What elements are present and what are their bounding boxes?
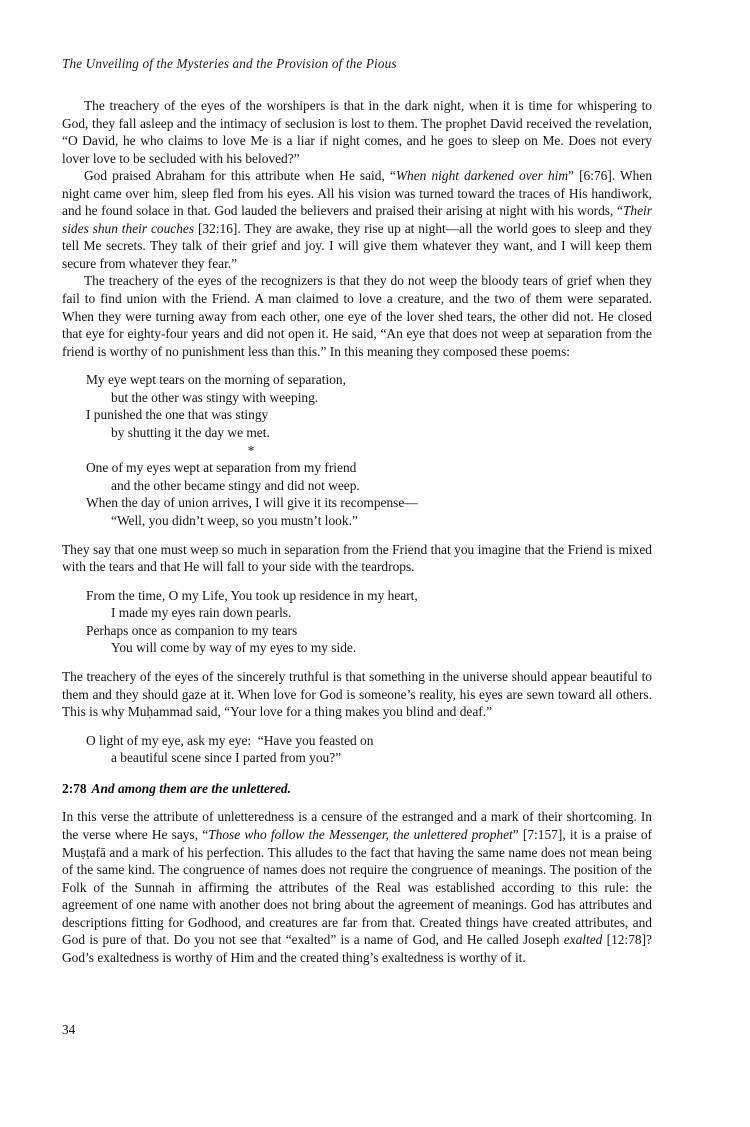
poem-line: but the other was stingy with weeping. — [111, 389, 319, 405]
verse-heading — [62, 780, 652, 798]
spacer — [62, 657, 652, 668]
poem-line: a beautiful scene since I parted from you?” — [111, 750, 342, 766]
spacer — [62, 360, 652, 371]
body-column — [62, 97, 652, 966]
poem-line: From the time, O my Life, You took up residence in my heart, — [86, 587, 418, 603]
verse-number: 2:78 — [62, 780, 87, 796]
paragraph-unletteredness — [62, 808, 652, 966]
paragraph-sincerely-truthful: The treachery of the eyes of the sincerely truthful is that something in the universe should appear beautiful to them and they should gaze at it. When love for God is someone’s reality, his eyes are sewn toward all others. This is why Muḥammad said, “Your love for a thing makes you blind and deaf.” — [62, 669, 652, 720]
paragraph-worshipers: The treachery of the eyes of the worshipers is that in the dark night, when it is time for whispering to God, they fall asleep and the intimacy of seclusion is lost to them. The prophet David received the revelation, “O David, he who claims to love Me is a liar if night comes, and he goes to sleep on Me. Does not every lover love to be secluded with his beloved?” — [62, 98, 652, 166]
poem-line: O light of my eye, ask my eye: “Have you feasted on — [86, 732, 374, 748]
poem-line: When the day of union arrives, I will give it its recompense— — [86, 495, 418, 511]
poem-first — [62, 371, 652, 529]
spacer — [62, 576, 652, 587]
spacer — [62, 797, 652, 808]
paragraph-abraham — [62, 167, 652, 272]
quran-quote-12-78: exalted — [563, 932, 603, 948]
text-run: ” [6:76]. When night came over him, sleep fled from his eyes. All his vision was turned toward the traces of His handiwork, and he found solace in that. God lauded the believers and praised their arising at night with his words, “ — [62, 168, 653, 219]
paragraph-recognizers: The treachery of the eyes of the recognizers is that they do not weep the bloody tears of grief when they fail to find union with the Friend. A man claimed to love a creature, and the two of them were separated. When they were turning away from each other, one eye of the lover shed tears, the other did not. He closed that eye for eighty-four years and did not open it. He said, “An eye that does not weep at separation from the friend is worthy of no punishment less than this.” In this meaning they composed these poems: — [62, 273, 652, 359]
poem-light-of-my-eye — [62, 732, 652, 767]
poem-line: My eye wept tears on the morning of separation, — [86, 372, 346, 388]
poem-line: “Well, you didn’t weep, so you mustn’t look.” — [111, 512, 358, 528]
poem-line: and the other became stingy and did not weep. — [111, 477, 360, 493]
poem-line: You will come by way of my eyes to my side. — [111, 640, 357, 656]
spacer — [62, 530, 652, 541]
quran-quote-6-76: When night darkened over him — [395, 168, 569, 184]
poem-line: I punished the one that was stingy — [86, 407, 269, 423]
paragraph-weeping: They say that one must weep so much in separation from the Friend that you imagine that the Friend is mixed with the tears and that He will fall to your side with the teardrops. — [62, 541, 652, 575]
verse-text: And among them are the unlettered. — [91, 780, 291, 796]
text-run: [32:16]. They are awake, they rise up at night—all the world goes to sleep and they tell Me secrets. They talk of their grief and joy. I will give them whatever they want, and I will keep them secure from whatever they fear.” — [62, 220, 653, 271]
text-run: ” [7:157], it is a praise of Muṣṭafā and a mark of his perfection. This alludes to the fact that having the same name does not mean being of the same kind. The congruence of names does not require the congruence of meanings. The position of the Folk of the Sunnah in affirming the attributes of the Real was established according to this rule: the agreement of one name with another does not bring about the agreement of meanings. God has attributes and descriptions fitting for Godhood, and creatures are far from that. Created things have created attributes, and God is pure of that. Do you not see that “exalted” is a name of God, and He called Joseph — [62, 826, 653, 948]
spacer — [62, 721, 652, 732]
poem-residence — [62, 587, 652, 657]
poem-line: I made my eyes rain down pearls. — [111, 605, 292, 621]
text-run: God praised Abraham for this attribute when He said, “ — [84, 168, 396, 184]
quran-quote-7-157: Those who follow the Messenger, the unlettered prophet — [208, 826, 513, 842]
poem-separator-asterisk: * — [247, 442, 255, 458]
poem-line: One of my eyes wept at separation from my friend — [86, 460, 357, 476]
poem-line: Perhaps once as companion to my tears — [86, 622, 298, 638]
spacer — [62, 767, 652, 780]
running-head: The Unveiling of the Mysteries and the Provision of the Pious — [62, 56, 397, 71]
quran-quote-32-16: Their sides shun their couches — [62, 203, 652, 236]
poem-line: by shutting it the day we met. — [111, 424, 270, 440]
page-number: 34 — [62, 1022, 76, 1037]
text-run: In this verse the attribute of unletteredness is a censure of the estranged and a mark of their shortcoming. In the verse where He says, “ — [62, 809, 652, 842]
text-run: [12:78]? God’s exaltedness is worthy of Him and the created thing’s exaltedness is worthy of it. — [62, 932, 652, 965]
